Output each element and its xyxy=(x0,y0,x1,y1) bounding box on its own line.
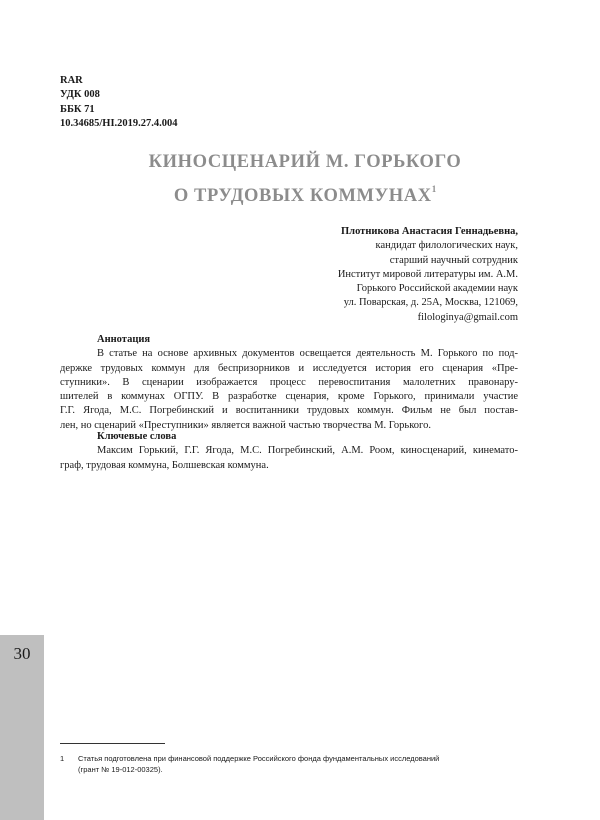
footnote-mark: 1 xyxy=(60,754,65,763)
author-address: ул. Поварская, д. 25А, Москва, 121069, xyxy=(343,297,518,309)
author-degree: кандидат филологических наук, xyxy=(375,240,518,252)
author-institution-line-1: Институт мировой литературы им. А.М. xyxy=(337,268,518,280)
author-email[interactable]: filologinya@gmail.com xyxy=(417,311,518,323)
abstract-heading: Аннотация xyxy=(97,334,151,345)
title-footnote-mark[interactable]: 1 xyxy=(431,184,437,194)
footnote-divider xyxy=(60,743,165,744)
meta-doi: 10.34685/HI.2019.27.4.004 xyxy=(60,117,178,129)
author-name: Плотникова Анастасия Геннадьевна, xyxy=(341,226,518,237)
footnote-line-2: (грант № 19-012-00325). xyxy=(78,765,163,774)
title-line-1: КИНОСЦЕНАРИЙ М. ГОРЬКОГО xyxy=(148,152,462,172)
title-line-2 xyxy=(60,176,550,210)
abstract-line: лен, но сценарий «Преступники» является важной частью творчества М. Горького. xyxy=(60,419,431,431)
meta-rar: RAR xyxy=(60,75,83,86)
abstract-line: ступники». В сценарии изображается процесс перевоспитания малолетних правонару- xyxy=(60,376,518,388)
keywords-line: Максим Горький, Г.Г. Ягода, М.С. Погребинский, А.М. Роом, киносценарий, кинемато- xyxy=(97,445,518,457)
footnote-text xyxy=(78,753,518,775)
meta-udk: УДК 008 xyxy=(60,89,100,101)
keywords-line: граф, трудовая коммуна, Болшевская коммуна. xyxy=(60,459,269,471)
author-block xyxy=(338,225,518,325)
abstract-section xyxy=(60,333,518,433)
article-title xyxy=(60,149,550,210)
keywords-heading: Ключевые слова xyxy=(97,431,177,442)
author-institution-line-2: Горького Российской академии наук xyxy=(356,283,518,295)
article-meta xyxy=(60,74,178,131)
footnote-line-1: Статья подготовлена при финансовой поддержке Российского фонда фундаментальных исследований xyxy=(78,754,440,763)
page-number: 30 xyxy=(13,644,31,663)
keywords-section xyxy=(60,430,518,473)
author-position: старший научный сотрудник xyxy=(389,254,518,266)
abstract-line: В статье на основе архивных документов освещается деятельность М. Горького по под- xyxy=(97,348,518,360)
meta-bbk: ББК 71 xyxy=(60,103,95,115)
abstract-line: шителей в коммунах ОГПУ. В разработке сценария, кроме Горького, принимали участие xyxy=(60,391,518,403)
title-line-2-text: О ТРУДОВЫХ КОММУНАХ xyxy=(173,186,432,206)
abstract-line: держке трудовых коммун для беспризорников и исследуется история его сценария «Пре- xyxy=(60,362,518,374)
abstract-line: Г.Г. Ягода, М.С. Погребинский и воспитанники трудовых коммун. Фильм не был постав- xyxy=(60,405,518,417)
